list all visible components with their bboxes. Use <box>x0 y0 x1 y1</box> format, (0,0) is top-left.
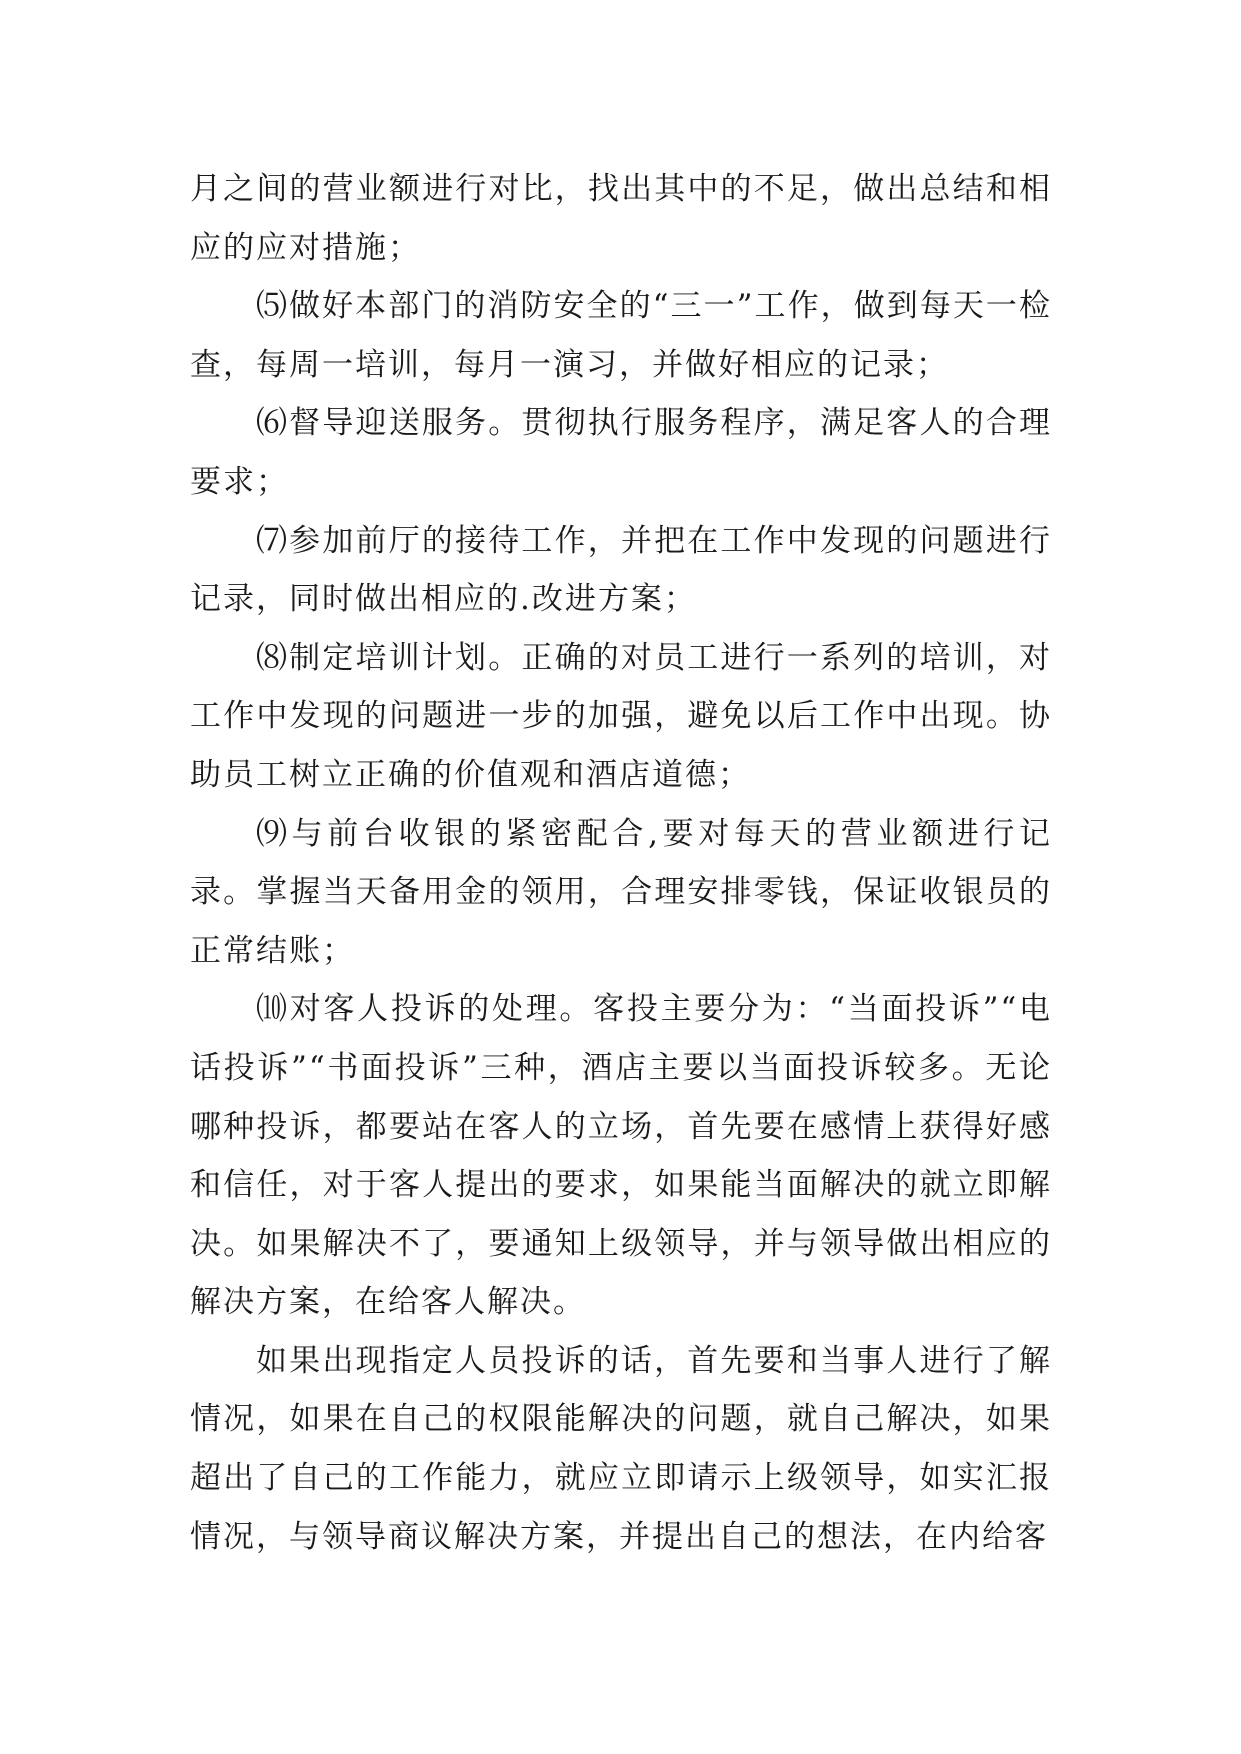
paragraph-complaint-handling: 如果出现指定人员投诉的话，首先要和当事人进行了解情况，如果在自己的权限能解决的问题，就自己解决，如果超出了自己的工作能力，就应立即请示上级领导，如实汇报情况，与领导商议解决方案，并提出自己的想法，在内给客 <box>190 1342 1052 1555</box>
paragraph-item-6: ⑹督导迎送服务。贯彻执行服务程序，满足客人的合理要求； <box>190 405 1052 500</box>
paragraph-item-7: ⑺参加前厅的接待工作，并把在工作中发现的问题进行记录，同时做出相应的.改进方案； <box>190 522 1052 618</box>
paragraph-item-8: ⑻制定培训计划。正确的对员工进行一系列的培训，对工作中发现的问题进一步的加强，避免以后工作中出现。协助员工树立正确的价值观和酒店道德； <box>190 639 1052 793</box>
paragraph-item-9: ⑼与前台收银的紧密配合,要对每天的营业额进行记录。掌握当天备用金的领用，合理安排零钱，保证收银员的正常结账； <box>190 815 1052 969</box>
paragraph-item-10: ⑽对客人投诉的处理。客投主要分为：“当面投诉”“电话投诉”“书面投诉”三种，酒店主要以当面投诉较多。无论哪种投诉，都要站在客人的立场，首先要在感情上获得好感和信任，对于客人提出的要求，如果能当面解决的就立即解决。如果解决不了，要通知上级领导，并与领导做出相应的解决方案，在给客人解决。 <box>190 991 1052 1321</box>
paragraph-continuation: 月之间的营业额进行对比，找出其中的不足，做出总结和相应的应对措施； <box>190 171 1052 266</box>
document-body <box>190 160 1052 1566</box>
paragraph-item-5: ⑸做好本部门的消防安全的“三一”工作，做到每天一检查，每周一培训，每月一演习，并做好相应的记录； <box>190 288 1052 383</box>
